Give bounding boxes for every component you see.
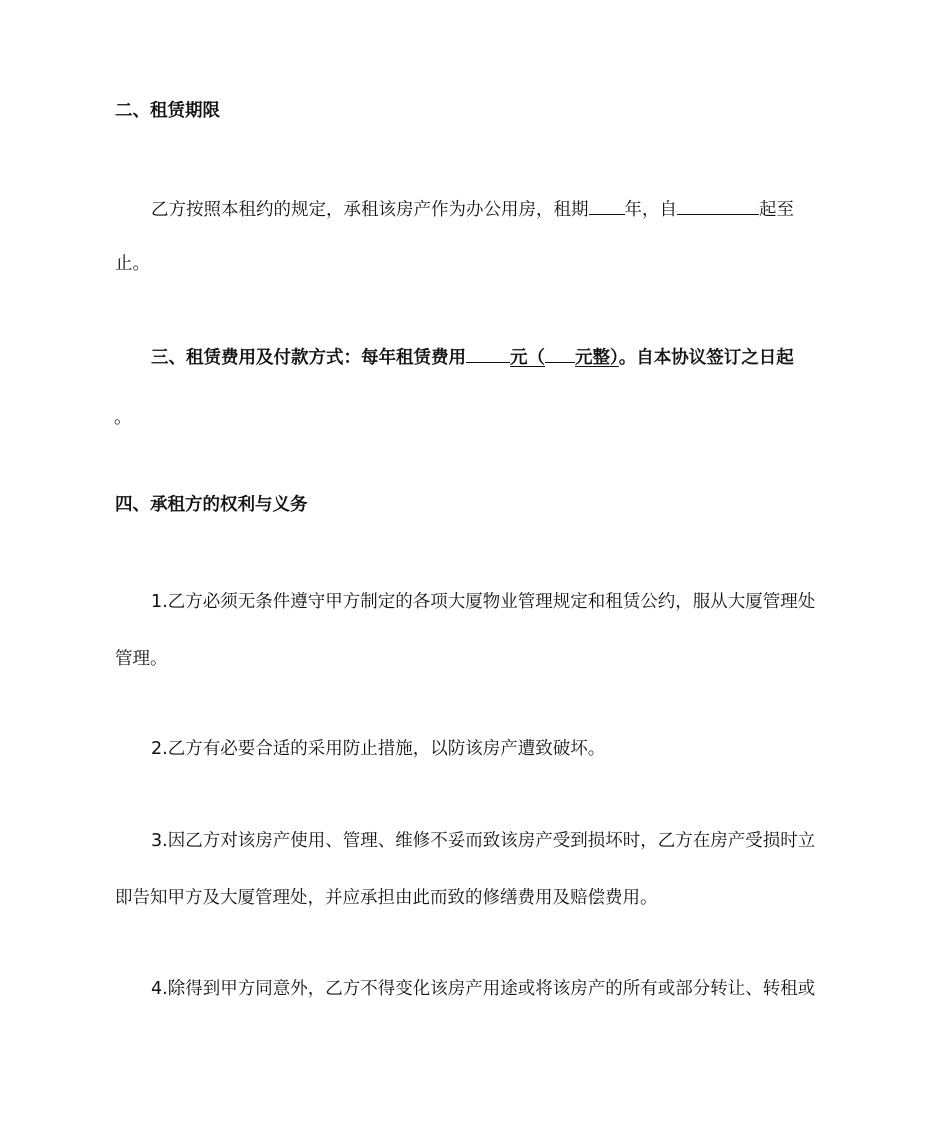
rent-text-d: 。自本协议签订之日起 [618,348,794,368]
rent-text-c: 元整） [575,348,619,368]
annual-rent-amount-blank[interactable] [466,344,510,363]
rent-payment-paragraph-line2: 。 [114,407,132,428]
section-heading-lease-term: 二、租赁期限 [115,101,220,121]
rent-payment-paragraph-line1 [151,344,841,370]
tenant-item-2-line1: 2.乙方有必要合适的采用防止措施，以防该房产遭致破坏。 [151,739,606,759]
lease-term-text-c: 起至 [759,200,794,220]
lease-term-paragraph-line1 [151,196,841,222]
lease-years-blank[interactable] [589,196,625,215]
lease-term-paragraph-line2: 止。 [115,254,150,274]
rent-text-a: 三、租赁费用及付款方式：每年租赁费用 [151,348,466,368]
tenant-item-3-line1: 3.因乙方对该房产使用、管理、维修不妥而致该房产受到损坏时，乙方在房产受损时立 [151,831,816,851]
rent-amount-words-blank[interactable] [545,344,575,363]
tenant-item-1-line2: 管理。 [115,649,168,669]
tenant-item-3-line2: 即告知甲方及大厦管理处，并应承担由此而致的修缮费用及赔偿费用。 [115,888,658,908]
section-heading-tenant-rights: 四、承租方的权利与义务 [115,495,308,515]
lease-term-text-b: 年，自 [624,200,677,220]
rent-text-b: 元（ [510,348,545,368]
tenant-item-1-line1: 1.乙方必须无条件遵守甲方制定的各项大厦物业管理规定和租赁公约，服从大厦管理处 [151,592,816,612]
lease-start-date-blank[interactable] [677,196,759,215]
lease-term-text-a: 乙方按照本租约的规定，承租该房产作为办公用房，租期 [151,200,589,220]
tenant-item-4-line1: 4.除得到甲方同意外，乙方不得变化该房产用途或将该房产的所有或部分转让、转租或 [151,979,816,999]
